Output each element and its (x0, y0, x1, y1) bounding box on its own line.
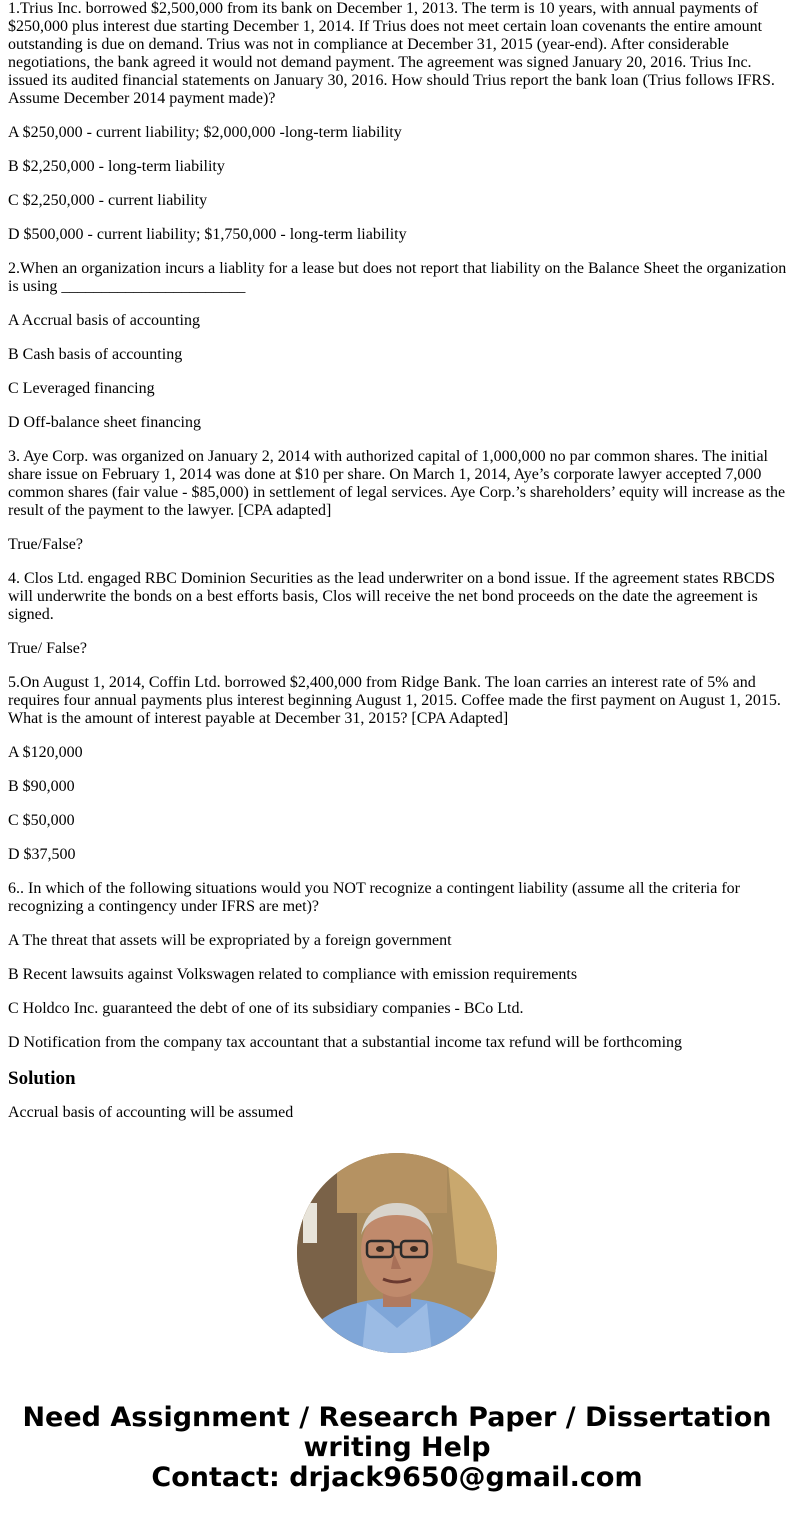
question-6 (8, 880, 788, 1052)
answer-option: A Accrual basis of accounting (8, 312, 200, 329)
question-3 (8, 448, 788, 554)
question-text: 2.When an organization incurs a liablity for a lease but does not report that liability on the Balance Sheet the organization is using _______________________ (8, 260, 787, 295)
promo-line: Need Assignment / Research Paper / Dissertation (22, 1402, 772, 1433)
answer-option: C $2,250,000 - current liability (8, 192, 208, 209)
answer-option: D Notification from the company tax accountant that a substantial income tax refund will be forthcoming (8, 1034, 683, 1051)
answer-option: D $500,000 - current liability; $1,750,000 - long-term liability (8, 226, 407, 243)
avatar-portrait (297, 1153, 497, 1353)
answer-option: A The threat that assets will be expropriated by a foreign government (8, 932, 452, 949)
promo-banner (0, 1403, 794, 1493)
answer-option: B $90,000 (8, 778, 75, 795)
question-4 (8, 570, 788, 658)
answer-option: D Off-balance sheet financing (8, 414, 201, 431)
answer-option: B $2,250,000 - long-term liability (8, 158, 225, 175)
question-text: 1.Trius Inc. borrowed $2,500,000 from its bank on December 1, 2013. The term is 10 years, with annual payments of $250,000 plus interest due starting December 1, 2014. If Trius does not meet certain loan covenants the entire amount outstanding is due on demand. Trius was not in compliance at December 31, 2015 (year-end). After considerable negotiations, the bank agreed it would not demand payment. The agreement was signed January 20, 2016. Trius Inc. issued its audited financial statements on January 30, 2016. How should Trius report the bank loan (Trius follows IFRS. Assume December 2014 payment made)? (8, 0, 775, 107)
author-avatar (297, 1153, 497, 1353)
answer-option: D $37,500 (8, 846, 76, 863)
answer-option: True/False? (8, 536, 83, 553)
question-1 (8, 0, 788, 244)
question-text: 6.. In which of the following situations would you NOT recognize a contingent liability (assume all the criteria for recognizing a contingency under IFRS are met)? (8, 880, 740, 915)
question-text: 4. Clos Ltd. engaged RBC Dominion Securities as the lead underwriter on a bond issue. If the agreement states RBCDS will underwrite the bonds on a best efforts basis, Clos will receive the net bond proceeds on the date the agreement is signed. (8, 570, 775, 623)
question-content (8, 0, 788, 1124)
promo-line: writing Help (303, 1432, 491, 1463)
promo-contact: Contact: drjack9650@gmail.com (151, 1462, 643, 1493)
question-5 (8, 674, 788, 864)
question-text: 5.On August 1, 2014, Coffin Ltd. borrowed $2,400,000 from Ridge Bank. The loan carries an interest rate of 5% and requires four annual payments plus interest beginning August 1, 2015. Coffee made the first payment on August 1, 2015. What is the amount of interest payable at December 31, 2015? [CPA Adapted] (8, 674, 781, 727)
answer-option: True/ False? (8, 640, 87, 657)
answer-option: C Leveraged financing (8, 380, 155, 397)
answer-option: B Recent lawsuits against Volkswagen related to compliance with emission requirements (8, 966, 578, 983)
solution-text: Accrual basis of accounting will be assumed (8, 1104, 294, 1121)
question-text: 3. Aye Corp. was organized on January 2, 2014 with authorized capital of 1,000,000 no par common shares. The initial share issue on February 1, 2014 was done at $10 per share. On March 1, 2014, Aye’s corporate lawyer accepted 7,000 common shares (fair value - $85,000) in settlement of legal services. Aye Corp.’s shareholders’ equity will increase as the result of the payment to the lawyer. [CPA adapted] (8, 448, 786, 519)
answer-option: C Holdco Inc. guaranteed the debt of one of its subsidiary companies - BCo Ltd. (8, 1000, 524, 1017)
question-2 (8, 260, 788, 432)
answer-option: A $250,000 - current liability; $2,000,000 -long-term liability (8, 124, 402, 141)
answer-option: B Cash basis of accounting (8, 346, 183, 363)
answer-option: C $50,000 (8, 812, 75, 829)
answer-option: A $120,000 (8, 744, 83, 761)
solution-heading: Solution (8, 1068, 76, 1089)
